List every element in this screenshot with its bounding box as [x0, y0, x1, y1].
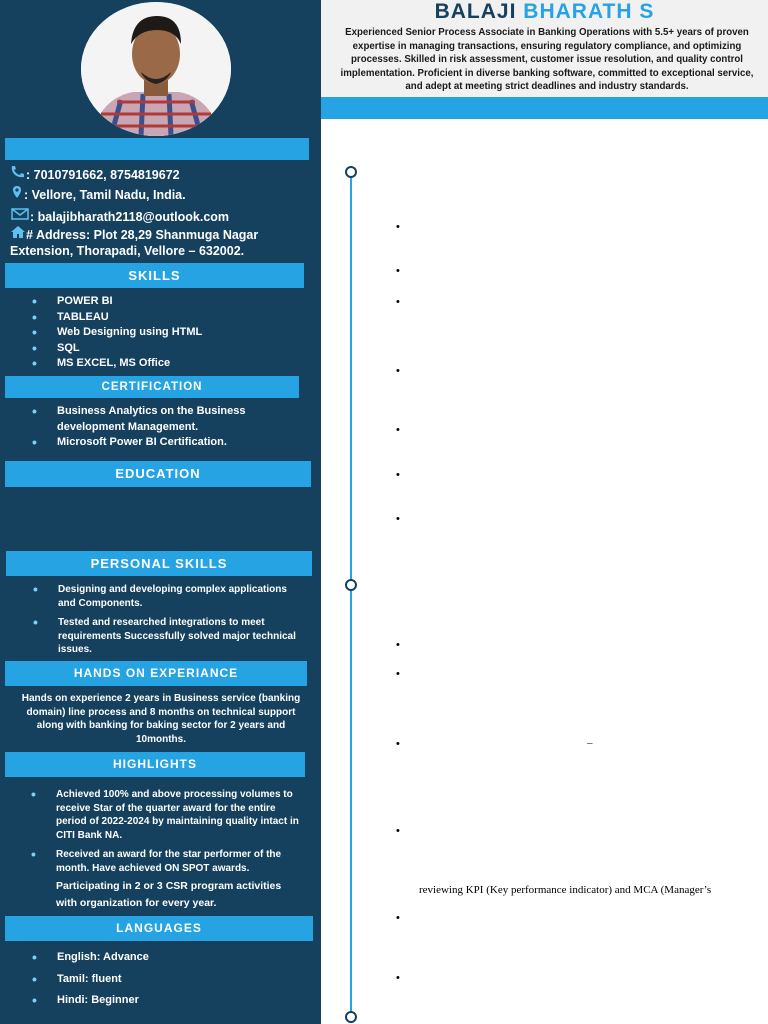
timeline-node: [345, 1011, 357, 1023]
list-item: • Tested and researched integrations to meet requirements Successfully solved major technical issues.: [33, 616, 301, 657]
skills-list: [32, 294, 302, 372]
full-name: [321, 0, 768, 24]
list-item: • TABLEAU: [32, 310, 302, 326]
location-text: : Vellore, Tamil Nadu, India.: [24, 188, 186, 202]
list-item: • Achieved 100% and above processing volumes to receive Star of the quarter award for the entire period of 2022-2024 by maintaining quality intact in CITI Bank NA.: [31, 788, 301, 842]
highlights-title: HIGHLIGHTS: [5, 752, 305, 777]
profile-summary: Experienced Senior Process Associate in Banking Operations with 5.5+ years of proven expertise in managing transactions, ensuring regulatory compliance, and optimizing processes. Skilled in risk assessment, customer issue resolution, and quality control implementation. Proficient in diverse banking software, committed to exceptional service, and adept at meeting strict deadlines and industry standards.: [340, 27, 754, 92]
list-item: • Received an award for the star performer of the month. Have achieved ON SPOT awards.: [31, 848, 301, 875]
kpi-text: reviewing KPI (Key performance indicator) and MCA (Manager’s: [419, 884, 712, 896]
header: [321, 0, 768, 97]
phone-icon: [10, 165, 26, 182]
bullet-marker: •: [396, 513, 400, 525]
sidebar: [0, 0, 321, 1024]
bullet-marker: •: [396, 365, 400, 377]
timeline-node: [345, 579, 357, 591]
address-line-1: # Address: Plot 28,29 Shanmuga Nagar: [26, 228, 259, 242]
bullet-marker: •: [396, 296, 400, 308]
highlights-extra: Participating in 2 or 3 CSR program activities with organization for every year.: [56, 880, 282, 909]
bullet-marker: •: [396, 825, 400, 837]
bullet-marker: •: [396, 221, 400, 233]
header-accent-bar: [321, 97, 768, 119]
contact-address: [10, 225, 258, 259]
bullet-marker: •: [396, 912, 400, 924]
hands-on-title: HANDS ON EXPERIANCE: [5, 661, 307, 686]
list-item: • MS EXCEL, MS Office: [32, 356, 302, 372]
list-item: • Business Analytics on the Business development Management.: [32, 404, 287, 435]
personal-skills-list: [33, 583, 301, 657]
personal-skills-title: PERSONAL SKILLS: [6, 551, 312, 576]
bullet-marker: •: [396, 469, 400, 481]
list-item: • Hindi: Beginner: [32, 990, 292, 1012]
certification-title: CERTIFICATION: [5, 376, 299, 398]
timeline-node: [345, 166, 357, 178]
skills-title: SKILLS: [5, 263, 304, 288]
timeline-line: [350, 176, 352, 1016]
bullet-marker: •: [396, 265, 400, 277]
contact-header-bar: [5, 138, 309, 160]
list-item: • Designing and developing complex applications and Components.: [33, 583, 301, 610]
languages-title: LANGUAGES: [5, 916, 313, 941]
contact-location: [10, 185, 186, 202]
list-item: • English: Advance: [32, 947, 292, 969]
phone-text: : 7010791662, 8754819672: [26, 168, 180, 182]
bullet-marker: •: [396, 668, 400, 680]
email-icon: [10, 205, 30, 224]
bullet-marker: •: [396, 639, 400, 651]
last-name: BHARATH S: [523, 0, 655, 23]
certification-list: [32, 404, 287, 451]
languages-list: [32, 947, 292, 1012]
hands-on-text: Hands on experience 2 years in Business service (banking domain) line process and 8 months on technical support along with banking for baking sector for 2 years and 10months.: [21, 693, 301, 745]
list-item: • Web Designing using HTML: [32, 325, 302, 341]
address-line-2: Extension, Thorapadi, Vellore – 632002.: [10, 244, 245, 258]
list-item: • POWER BI: [32, 294, 302, 310]
dash-mark: –: [587, 737, 593, 749]
home-icon: [10, 225, 26, 243]
profile-photo: [81, 2, 231, 136]
bullet-marker: •: [396, 424, 400, 436]
first-name: BALAJI: [434, 0, 517, 23]
list-item: • SQL: [32, 341, 302, 357]
contact-phone: [10, 165, 180, 182]
location-pin-icon: [10, 185, 24, 202]
bullet-marker: •: [396, 738, 400, 750]
list-item: • Microsoft Power BI Certification.: [32, 435, 287, 451]
list-item: • Tamil: fluent: [32, 969, 292, 991]
education-title: EDUCATION: [5, 461, 311, 487]
email-text[interactable]: : balajibharath2118@outlook.com: [30, 210, 230, 224]
bullet-marker: •: [396, 972, 400, 984]
contact-email: [10, 205, 229, 224]
highlights-list: [31, 788, 301, 875]
